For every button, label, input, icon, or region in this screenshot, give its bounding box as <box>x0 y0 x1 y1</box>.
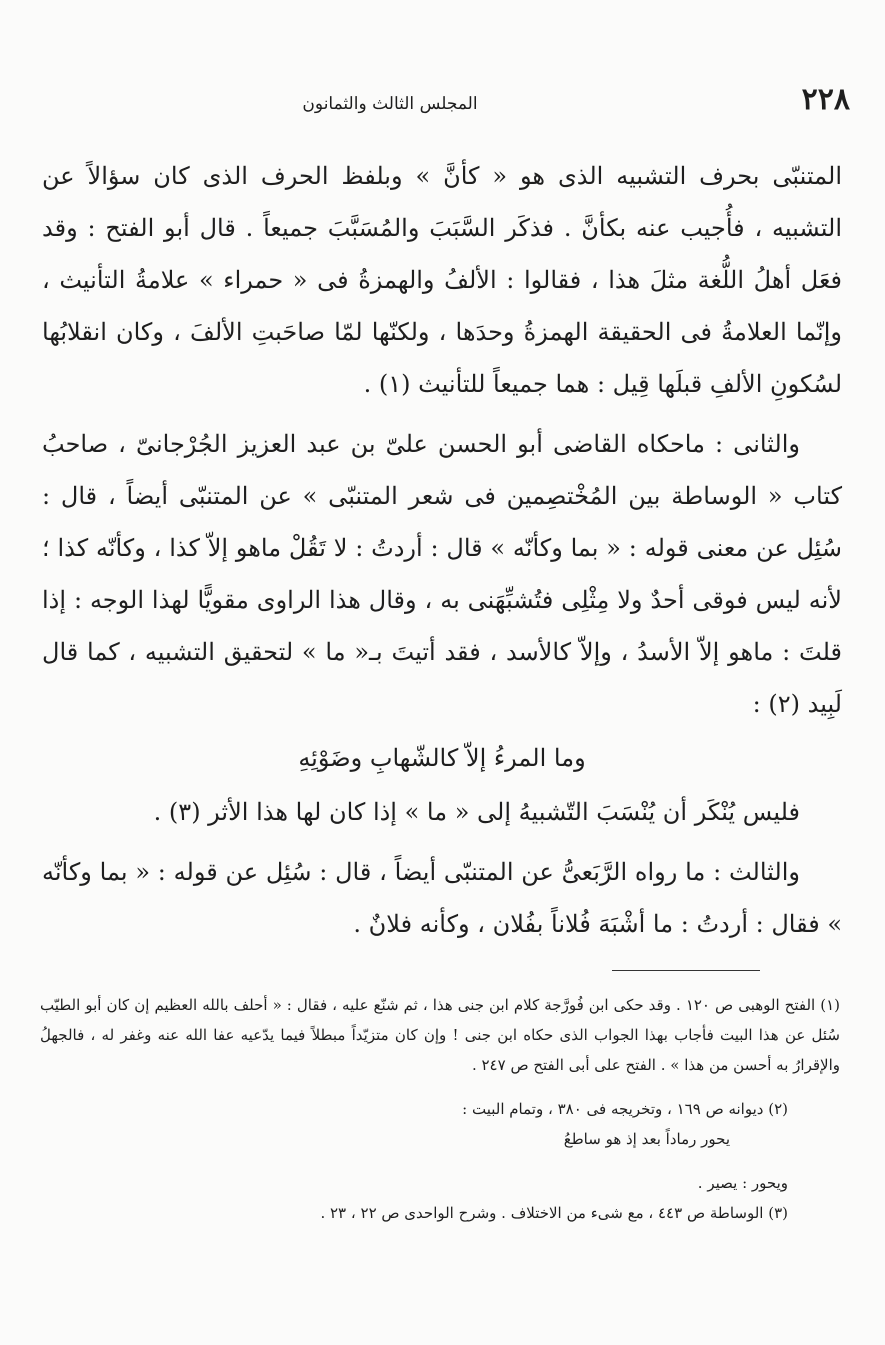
footnote-2: (٢) ديوانه ص ١٦٩ ، وتخريجه فى ٣٨٠ ، وتمام البيت : <box>462 1100 788 1118</box>
verse-line: وما المرءُ إلاّ كالشّهابِ وضَوْئِهِ <box>298 744 586 772</box>
footnote-divider <box>612 970 760 971</box>
paragraph-1: المتنبّى بحرف التشبيه الذى هو « كأنَّ » وبلفظ الحرف الذى كان سؤالاً عن التشبيه ، فأُجيب عنه بكأنَّ . فذكَر السَّبَبَ والمُسَبَّبَ جميعاً . قال أبو الفتح : وقد فعَل أهلُ اللُّغة مثلَ هذا ، فقالوا : الألفُ والهمزةُ فى « حمراء » علامةُ التأنيث ، وإنّما العلامةُ فى الحقيقة الهمزةُ وحدَها ، ولكنّها لمّا صاحَبتِ الألفَ ، وكان انقلابُها لسُكونِ الألفِ قبلَها قِيل : هما جميعاً للتأنيث (١) . <box>42 162 842 398</box>
main-text <box>42 150 842 950</box>
paragraph-2: والثانى : ماحكاه القاضى أبو الحسن علىّ بن عبد العزيز الجُرْجانىّ ، صاحبُ كتاب « الوساطة بين المُخْتصِمين فى شعر المتنبّى » عن المتنبّى أيضاً ، قال : سُئِل عن معنى قوله : « بما وكأنّه » قال : أردتُ : لا تَقُلْ ماهو إلاّ كذا ، وكأنّه كذا ؛ لأنه ليس فوقى أحدٌ ولا مِثْلِى فتُشبِّهَنى به ، وقال هذا الراوى مقويًّا لهذا الوجه : إذا قلتَ : ماهو إلاّ الأسدُ ، وإلاّ كالأسد ، فقد أتيتَ بـ« ما » لتحقيق التشبيه ، كما قال لَبِيد (٢) : <box>42 430 842 718</box>
running-head: المجلس الثالث والثمانون <box>302 94 478 114</box>
footnotes <box>40 990 840 1228</box>
footnote-2-hemistich: يحور رماداً بعد إذ هو ساطعُ <box>563 1130 730 1148</box>
footnote-2-gloss: ويحور : يصير . <box>697 1174 788 1192</box>
paragraph-after-verse: فليس يُنْكَر أن يُنْسَبَ التّشبيهُ إلى « ما » إذا كان لها هذا الأثر (٣) . <box>153 798 800 826</box>
footnote-3: (٣) الوساطة ص ٤٤٣ ، مع شىء من الاختلاف . وشرح الواحدى ص ٢٢ ، ٢٣ . <box>320 1204 788 1222</box>
page-header <box>40 82 850 126</box>
paragraph-3: والثالث : ما رواه الرَّبَعىُّ عن المتنبّى أيضاً ، قال : سُئِل عن قوله : « بما وكأنّه » فقال : أردتُ : ما أشْبَهَ فُلاناً بفُلان ، وكأنه فلانٌ . <box>42 858 842 938</box>
footnote-1: (١) الفتح الوهبى ص ١٢٠ . وقد حكى ابن فُورَّجة كلام ابن جنى هذا ، ثم شنّع عليه ، فقال : « أحلف بالله العظيم إن كان أبو الطيّب سُئل عن هذا البيت فأجاب بهذا الجواب الذى حكاه ابن جنى ! وإن كان متزيّداً مبطلاً فيما يدّعيه عفا الله عنه وغفر له ، فالجهلُ والإقرارُ به أحسن من هذا » . الفتح على أبى الفتح ص ٢٤٧ . <box>40 996 840 1074</box>
page-number: ٢٢٨ <box>801 82 850 117</box>
